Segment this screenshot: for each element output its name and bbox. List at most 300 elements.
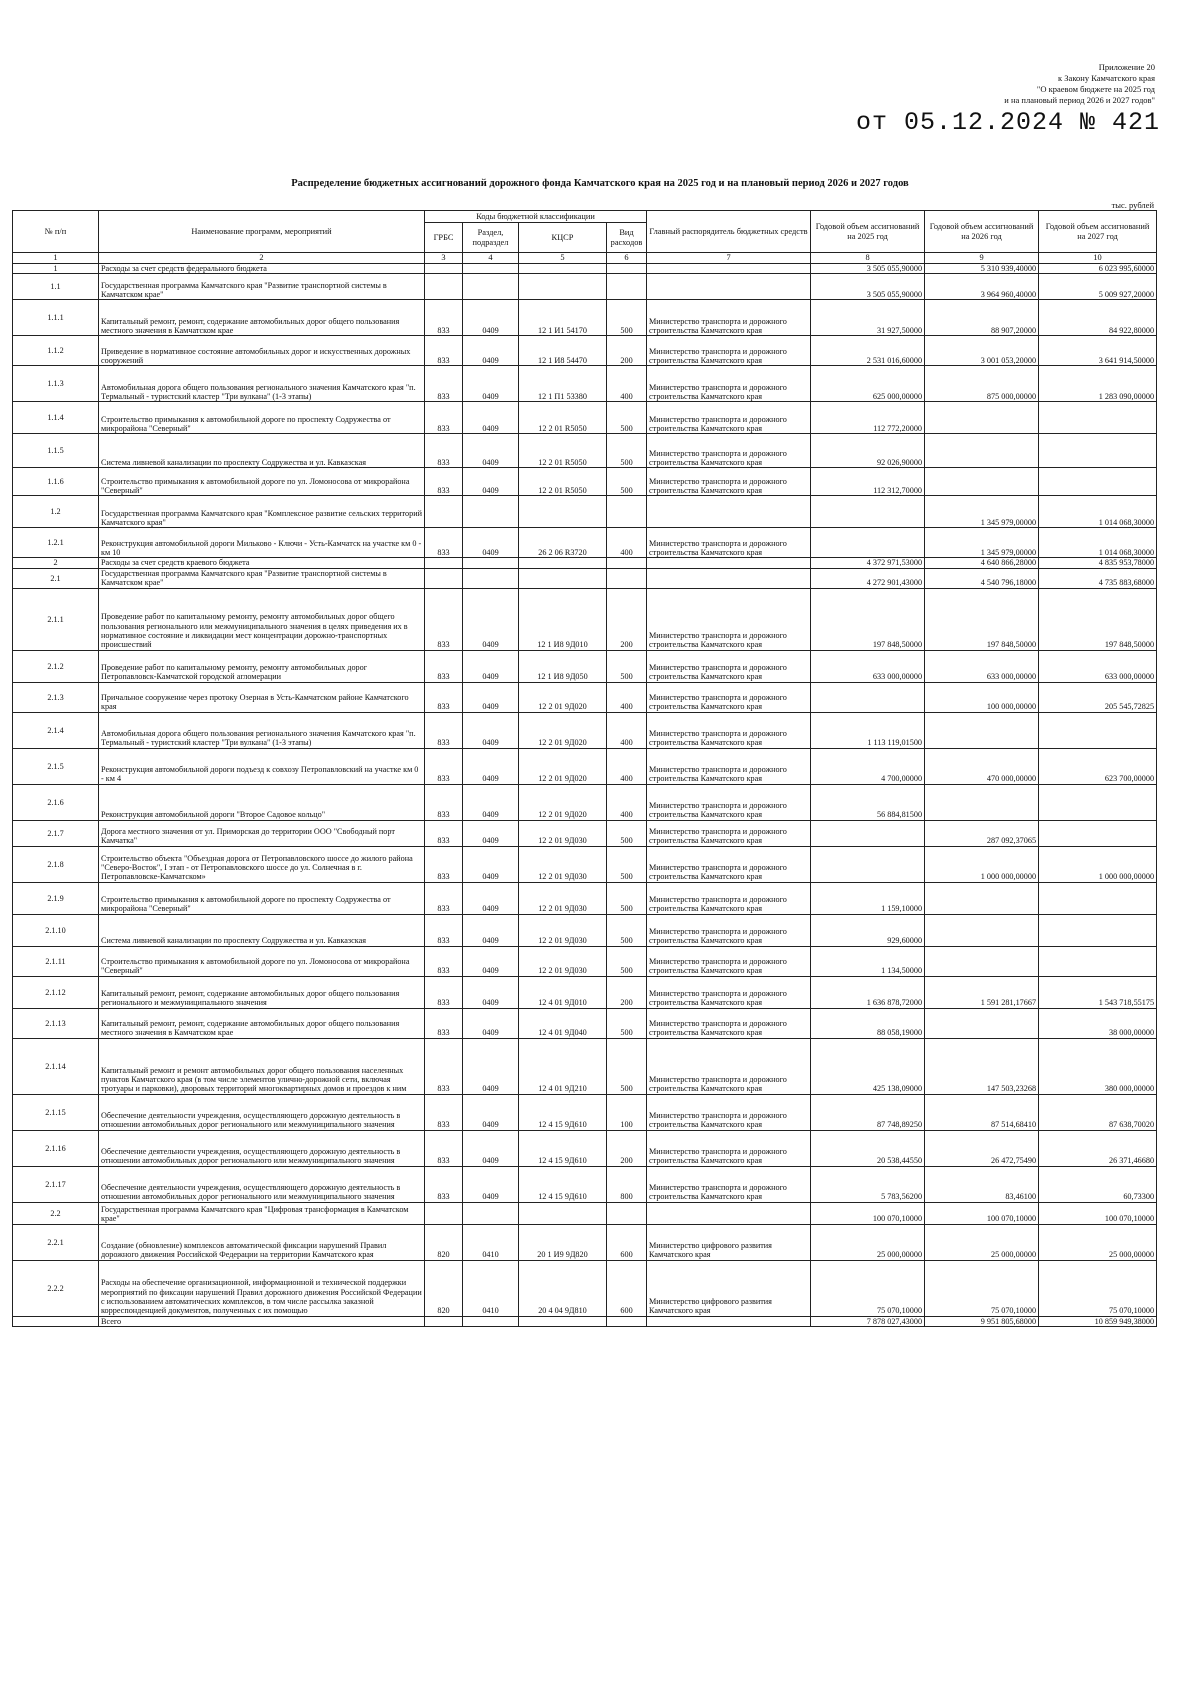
row-amount-2025: 1 636 878,72000 <box>811 976 925 1008</box>
row-amount-2025: 92 026,90000 <box>811 434 925 468</box>
row-kcsr <box>519 568 607 588</box>
row-amount-2025: 4 272 901,43000 <box>811 568 925 588</box>
row-grbs <box>425 558 463 568</box>
row-manager: Министерство транспорта и дорожного строительства Камчатского края <box>647 882 811 914</box>
row-amount-2026 <box>925 946 1039 976</box>
total-num-cell <box>13 1316 99 1326</box>
row-manager: Министерство транспорта и дорожного строительства Камчатского края <box>647 1094 811 1130</box>
row-vid: 400 <box>607 784 647 820</box>
row-vid: 600 <box>607 1260 647 1316</box>
row-number: 2.1.10 <box>13 914 99 946</box>
col-number: 9 <box>925 253 1039 264</box>
row-number: 1.1.5 <box>13 434 99 468</box>
row-grbs: 833 <box>425 528 463 558</box>
row-amount-2026: 1 345 979,00000 <box>925 528 1039 558</box>
row-manager: Министерство транспорта и дорожного строительства Камчатского края <box>647 1166 811 1202</box>
row-amount-2027: 26 371,46680 <box>1039 1130 1157 1166</box>
col-vid-header: Вид расходов <box>607 223 647 253</box>
row-name: Капитальный ремонт, ремонт, содержание автомобильных дорог общего пользования местного значения в Камчатском крае <box>99 1008 425 1038</box>
col-number: 4 <box>463 253 519 264</box>
row-manager: Министерство цифрового развития Камчатского края <box>647 1260 811 1316</box>
row-vid: 500 <box>607 914 647 946</box>
row-amount-2026: 100 070,10000 <box>925 1202 1039 1224</box>
row-amount-2027: 4 735 883,68000 <box>1039 568 1157 588</box>
row-amount-2025: 5 783,56200 <box>811 1166 925 1202</box>
table-row <box>13 748 1157 784</box>
row-number: 2.1.17 <box>13 1166 99 1202</box>
row-number: 2.1.4 <box>13 712 99 748</box>
row-name: Реконструкция автомобильной дороги "Второе Садовое кольцо" <box>99 784 425 820</box>
row-amount-2025: 1 159,10000 <box>811 882 925 914</box>
row-amount-2025: 100 070,10000 <box>811 1202 925 1224</box>
row-section: 0409 <box>463 846 519 882</box>
row-section: 0409 <box>463 1130 519 1166</box>
row-number: 2.1.6 <box>13 784 99 820</box>
row-number: 2.1.1 <box>13 588 99 650</box>
row-amount-2026: 88 907,20000 <box>925 300 1039 336</box>
col-number: 2 <box>99 253 425 264</box>
row-manager: Министерство транспорта и дорожного строительства Камчатского края <box>647 846 811 882</box>
row-grbs: 833 <box>425 1008 463 1038</box>
row-amount-2027: 60,73300 <box>1039 1166 1157 1202</box>
row-name: Государственная программа Камчатского края "Развитие транспортной системы в Камчатском крае" <box>99 568 425 588</box>
row-amount-2027: 100 070,10000 <box>1039 1202 1157 1224</box>
row-amount-2026: 1 000 000,00000 <box>925 846 1039 882</box>
units-label: тыс. рублей <box>1111 200 1154 210</box>
row-vid <box>607 1202 647 1224</box>
row-name: Реконструкция автомобильной дороги Мильково - Ключи - Усть-Камчатск на участке км 0 - км 10 <box>99 528 425 558</box>
row-grbs: 833 <box>425 976 463 1008</box>
row-amount-2027: 4 835 953,78000 <box>1039 558 1157 568</box>
row-vid: 500 <box>607 1038 647 1094</box>
col-section-header: Раздел, подраздел <box>463 223 519 253</box>
table-row <box>13 820 1157 846</box>
row-section <box>463 558 519 568</box>
table-row <box>13 784 1157 820</box>
col-number: 6 <box>607 253 647 264</box>
row-amount-2025: 4 372 971,53000 <box>811 558 925 568</box>
row-number: 1.2.1 <box>13 528 99 558</box>
table-row <box>13 712 1157 748</box>
row-section: 0409 <box>463 650 519 682</box>
row-amount-2027: 197 848,50000 <box>1039 588 1157 650</box>
row-number: 2.1 <box>13 568 99 588</box>
row-grbs <box>425 568 463 588</box>
table-row <box>13 558 1157 568</box>
row-section: 0410 <box>463 1260 519 1316</box>
row-grbs: 833 <box>425 402 463 434</box>
row-amount-2025 <box>811 682 925 712</box>
row-grbs: 833 <box>425 846 463 882</box>
col-number: 3 <box>425 253 463 264</box>
row-amount-2025: 4 700,00000 <box>811 748 925 784</box>
row-grbs: 833 <box>425 682 463 712</box>
row-amount-2027: 87 638,70020 <box>1039 1094 1157 1130</box>
row-number: 2.1.15 <box>13 1094 99 1130</box>
row-name: Проведение работ по капитальному ремонту, ремонту автомобильных дорог Петропавловск-Камчатской городской агломерации <box>99 650 425 682</box>
col-number: 7 <box>647 253 811 264</box>
row-kcsr: 12 2 01 9Д030 <box>519 820 607 846</box>
row-amount-2026 <box>925 784 1039 820</box>
col-number: 5 <box>519 253 607 264</box>
row-amount-2027: 1 014 068,30000 <box>1039 528 1157 558</box>
appendix-line: Приложение 20 <box>1098 62 1155 72</box>
row-kcsr: 12 2 01 9Д020 <box>519 748 607 784</box>
row-amount-2025: 56 884,81500 <box>811 784 925 820</box>
row-vid: 500 <box>607 946 647 976</box>
row-kcsr: 20 4 04 9Д810 <box>519 1260 607 1316</box>
row-section: 0409 <box>463 748 519 784</box>
row-number: 2.1.9 <box>13 882 99 914</box>
row-grbs: 833 <box>425 336 463 366</box>
date-number-stamp: от 05.12.2024 № 421 <box>855 108 1160 137</box>
row-vid: 200 <box>607 1130 647 1166</box>
row-manager: Министерство транспорта и дорожного строительства Камчатского края <box>647 300 811 336</box>
row-amount-2027 <box>1039 946 1157 976</box>
row-name: Создание (обновление) комплексов автоматической фиксации нарушений Правил дорожного движения Российской Федерации на территории Камчатского края <box>99 1224 425 1260</box>
row-name: Автомобильная дорога общего пользования регионального значения Камчатского края "п. Термальный - туристский кластер "Три вулкана" (1-3 этапы) <box>99 366 425 402</box>
row-manager: Министерство транспорта и дорожного строительства Камчатского края <box>647 1038 811 1094</box>
row-amount-2025: 88 058,19000 <box>811 1008 925 1038</box>
row-number: 1.1 <box>13 274 99 300</box>
row-amount-2025: 20 538,44550 <box>811 1130 925 1166</box>
row-amount-2026: 83,46100 <box>925 1166 1039 1202</box>
row-name: Автомобильная дорога общего пользования регионального значения Камчатского края "п. Термальный - туристский кластер "Три вулкана" (1-3 этапы) <box>99 712 425 748</box>
table-row <box>13 1202 1157 1224</box>
row-amount-2027: 1 000 000,00000 <box>1039 846 1157 882</box>
row-grbs: 833 <box>425 588 463 650</box>
col-number: 1 <box>13 253 99 264</box>
row-manager: Министерство транспорта и дорожного строительства Камчатского края <box>647 402 811 434</box>
row-amount-2026: 875 000,00000 <box>925 366 1039 402</box>
row-amount-2025: 112 772,20000 <box>811 402 925 434</box>
row-name: Государственная программа Камчатского края "Цифровая трансформация в Камчатском крае" <box>99 1202 425 1224</box>
row-amount-2027 <box>1039 402 1157 434</box>
row-name: Расходы за счет средств федерального бюджета <box>99 264 425 274</box>
row-grbs <box>425 274 463 300</box>
row-name: Система ливневой канализации по проспекту Содружества и ул. Кавказская <box>99 914 425 946</box>
row-kcsr: 12 2 01 R5050 <box>519 468 607 496</box>
row-grbs: 833 <box>425 1166 463 1202</box>
row-section: 0409 <box>463 1094 519 1130</box>
row-grbs <box>425 264 463 274</box>
row-vid <box>607 264 647 274</box>
row-manager: Министерство транспорта и дорожного строительства Камчатского края <box>647 336 811 366</box>
table-row <box>13 976 1157 1008</box>
row-vid: 400 <box>607 366 647 402</box>
row-number: 2.2.1 <box>13 1224 99 1260</box>
row-vid: 500 <box>607 882 647 914</box>
table-row <box>13 650 1157 682</box>
col-number: 10 <box>1039 253 1157 264</box>
row-manager <box>647 568 811 588</box>
table-row <box>13 882 1157 914</box>
row-number: 1.1.2 <box>13 336 99 366</box>
col-num-header: № п/п <box>13 211 99 253</box>
row-amount-2026 <box>925 1008 1039 1038</box>
row-number: 2.1.2 <box>13 650 99 682</box>
row-amount-2026: 75 070,10000 <box>925 1260 1039 1316</box>
row-manager: Министерство транспорта и дорожного строительства Камчатского края <box>647 784 811 820</box>
row-manager: Министерство транспорта и дорожного строительства Камчатского края <box>647 650 811 682</box>
row-number: 1.1.4 <box>13 402 99 434</box>
row-amount-2027 <box>1039 820 1157 846</box>
row-amount-2025: 929,60000 <box>811 914 925 946</box>
row-grbs: 833 <box>425 748 463 784</box>
table-row <box>13 588 1157 650</box>
row-name: Строительство примыкания к автомобильной дороге по проспекту Содружества от микрорайона "Северный" <box>99 402 425 434</box>
row-kcsr: 12 2 01 9Д030 <box>519 882 607 914</box>
row-kcsr: 12 2 01 R5050 <box>519 434 607 468</box>
row-name: Строительство примыкания к автомобильной дороге по ул. Ломоносова от микрорайона "Северный" <box>99 468 425 496</box>
row-grbs: 833 <box>425 914 463 946</box>
row-amount-2025: 3 505 055,90000 <box>811 264 925 274</box>
row-amount-2027: 633 000,00000 <box>1039 650 1157 682</box>
table-row <box>13 914 1157 946</box>
row-number: 2.1.3 <box>13 682 99 712</box>
row-section: 0409 <box>463 1166 519 1202</box>
row-section <box>463 568 519 588</box>
table-row <box>13 1094 1157 1130</box>
row-grbs: 833 <box>425 1038 463 1094</box>
row-amount-2026: 287 092,37065 <box>925 820 1039 846</box>
row-section <box>463 496 519 528</box>
table-row <box>13 496 1157 528</box>
col-number: 8 <box>811 253 925 264</box>
row-manager: Министерство транспорта и дорожного строительства Камчатского края <box>647 1130 811 1166</box>
row-kcsr: 12 4 01 9Д010 <box>519 976 607 1008</box>
row-vid: 200 <box>607 588 647 650</box>
row-kcsr: 12 1 П1 53380 <box>519 366 607 402</box>
row-amount-2025 <box>811 846 925 882</box>
row-amount-2025: 1 134,50000 <box>811 946 925 976</box>
row-manager <box>647 264 811 274</box>
total-2026: 9 951 805,68000 <box>925 1316 1039 1326</box>
row-amount-2026: 4 640 866,28000 <box>925 558 1039 568</box>
row-section: 0409 <box>463 336 519 366</box>
row-section: 0409 <box>463 914 519 946</box>
table-row <box>13 1130 1157 1166</box>
col-kcsr-header: КЦСР <box>519 223 607 253</box>
row-kcsr: 12 2 01 9Д020 <box>519 712 607 748</box>
row-amount-2027: 38 000,00000 <box>1039 1008 1157 1038</box>
row-amount-2027 <box>1039 468 1157 496</box>
row-section: 0409 <box>463 434 519 468</box>
row-section: 0409 <box>463 300 519 336</box>
row-manager: Министерство транспорта и дорожного строительства Камчатского края <box>647 820 811 846</box>
row-name: Государственная программа Камчатского края "Развитие транспортной системы в Камчатском крае" <box>99 274 425 300</box>
row-number: 2.1.7 <box>13 820 99 846</box>
row-grbs: 833 <box>425 366 463 402</box>
row-manager: Министерство транспорта и дорожного строительства Камчатского края <box>647 946 811 976</box>
row-amount-2027: 25 000,00000 <box>1039 1224 1157 1260</box>
table-row <box>13 1038 1157 1094</box>
row-kcsr: 12 2 01 9Д030 <box>519 946 607 976</box>
row-manager: Министерство цифрового развития Камчатского края <box>647 1224 811 1260</box>
row-manager <box>647 1202 811 1224</box>
row-vid: 100 <box>607 1094 647 1130</box>
row-section <box>463 1202 519 1224</box>
row-number: 1.1.6 <box>13 468 99 496</box>
appendix-line: "О краевом бюджете на 2025 год <box>1036 84 1155 94</box>
row-number: 1 <box>13 264 99 274</box>
row-name: Реконструкция автомобильной дороги подъезд к совхозу Петропавловский на участке км 0 - км 4 <box>99 748 425 784</box>
row-section: 0409 <box>463 976 519 1008</box>
row-manager: Министерство транспорта и дорожного строительства Камчатского края <box>647 712 811 748</box>
row-grbs: 833 <box>425 1094 463 1130</box>
row-vid: 500 <box>607 402 647 434</box>
row-amount-2026 <box>925 468 1039 496</box>
row-amount-2025: 625 000,00000 <box>811 366 925 402</box>
table-row <box>13 528 1157 558</box>
table-row <box>13 434 1157 468</box>
row-amount-2026: 26 472,75490 <box>925 1130 1039 1166</box>
row-vid: 600 <box>607 1224 647 1260</box>
row-section: 0409 <box>463 820 519 846</box>
row-grbs: 833 <box>425 712 463 748</box>
row-amount-2027 <box>1039 784 1157 820</box>
row-amount-2025: 3 505 055,90000 <box>811 274 925 300</box>
row-number: 2.2 <box>13 1202 99 1224</box>
row-section: 0410 <box>463 1224 519 1260</box>
document-title: Распределение бюджетных ассигнований дорожного фонда Камчатского края на 2025 год и на плановый период 2026 и 2027 годов <box>291 178 909 189</box>
appendix-line: к Закону Камчатского края <box>1058 73 1155 83</box>
row-vid <box>607 274 647 300</box>
row-manager: Министерство транспорта и дорожного строительства Камчатского края <box>647 1008 811 1038</box>
col-manager-header: Главный распорядитель бюджетных средств <box>647 211 811 253</box>
row-section: 0409 <box>463 468 519 496</box>
row-amount-2025: 425 138,09000 <box>811 1038 925 1094</box>
table-row <box>13 682 1157 712</box>
row-grbs: 833 <box>425 434 463 468</box>
row-number: 1.2 <box>13 496 99 528</box>
row-section: 0409 <box>463 402 519 434</box>
row-vid: 500 <box>607 846 647 882</box>
row-kcsr <box>519 1202 607 1224</box>
row-number: 2.1.13 <box>13 1008 99 1038</box>
row-name: Государственная программа Камчатского края "Комплексное развитие сельских территорий Камчатского края" <box>99 496 425 528</box>
row-section <box>463 264 519 274</box>
row-amount-2026: 3 001 053,20000 <box>925 336 1039 366</box>
row-amount-2027 <box>1039 914 1157 946</box>
row-kcsr: 12 1 И8 9Д050 <box>519 650 607 682</box>
row-grbs: 833 <box>425 946 463 976</box>
row-grbs: 820 <box>425 1260 463 1316</box>
row-kcsr: 12 4 15 9Д610 <box>519 1166 607 1202</box>
row-amount-2027: 6 023 995,60000 <box>1039 264 1157 274</box>
row-grbs: 833 <box>425 650 463 682</box>
row-kcsr: 12 1 И8 54470 <box>519 336 607 366</box>
row-kcsr: 12 4 01 9Д040 <box>519 1008 607 1038</box>
row-manager: Министерство транспорта и дорожного строительства Камчатского края <box>647 976 811 1008</box>
row-manager: Министерство транспорта и дорожного строительства Камчатского края <box>647 682 811 712</box>
row-name: Капитальный ремонт и ремонт автомобильных дорог общего пользования населенных пунктов Камчатского края (в том числе элементов улично-дорожной сети, включая тротуары и парковки), дворовых территорий многоквартирных домов и проездов к ним <box>99 1038 425 1094</box>
row-amount-2027 <box>1039 882 1157 914</box>
row-amount-2025: 197 848,50000 <box>811 588 925 650</box>
row-section: 0409 <box>463 712 519 748</box>
row-vid: 200 <box>607 976 647 1008</box>
total-label: Всего <box>99 1316 425 1326</box>
row-section: 0409 <box>463 1038 519 1094</box>
row-name: Расходы на обеспечение организационной, информационной и технической поддержки мероприятий по фиксации нарушений Правил дорожного движения Российской Федерации с использованием автоматических комплексов, в том числе рассылка заказной корреспонденцией документов, полученных с их помощью <box>99 1260 425 1316</box>
row-amount-2025: 87 748,89250 <box>811 1094 925 1130</box>
table-row <box>13 274 1157 300</box>
row-amount-2027: 1 543 718,55175 <box>1039 976 1157 1008</box>
row-number: 2.2.2 <box>13 1260 99 1316</box>
total-2025: 7 878 027,43000 <box>811 1316 925 1326</box>
row-manager: Министерство транспорта и дорожного строительства Камчатского края <box>647 468 811 496</box>
table-row <box>13 1008 1157 1038</box>
row-amount-2027: 75 070,10000 <box>1039 1260 1157 1316</box>
row-amount-2027 <box>1039 712 1157 748</box>
row-name: Приведение в нормативное состояние автомобильных дорог и искусственных дорожных сооружений <box>99 336 425 366</box>
table-row <box>13 846 1157 882</box>
row-kcsr: 12 4 15 9Д610 <box>519 1130 607 1166</box>
row-vid: 400 <box>607 748 647 784</box>
row-amount-2026: 470 000,00000 <box>925 748 1039 784</box>
row-section <box>463 274 519 300</box>
row-number: 1.1.3 <box>13 366 99 402</box>
row-amount-2026 <box>925 882 1039 914</box>
row-number: 2.1.8 <box>13 846 99 882</box>
row-section: 0409 <box>463 366 519 402</box>
row-manager: Министерство транспорта и дорожного строительства Камчатского края <box>647 914 811 946</box>
row-section: 0409 <box>463 946 519 976</box>
row-vid <box>607 496 647 528</box>
row-number: 1.1.1 <box>13 300 99 336</box>
appendix-line: и на плановый период 2026 и 2027 годов" <box>1004 95 1155 105</box>
row-amount-2027: 3 641 914,50000 <box>1039 336 1157 366</box>
table-row <box>13 402 1157 434</box>
row-kcsr <box>519 274 607 300</box>
row-name: Строительство объекта "Объездная дорога от Петропавловского шоссе до жилого района "Северо-Восток", I этап - от Петропавловского шоссе до ул. Солнечная в г. Петропавловске-Камчатском» <box>99 846 425 882</box>
row-name: Расходы за счет средств краевого бюджета <box>99 558 425 568</box>
row-manager: Министерство транспорта и дорожного строительства Камчатского края <box>647 588 811 650</box>
row-kcsr: 12 2 01 9Д020 <box>519 784 607 820</box>
row-manager: Министерство транспорта и дорожного строительства Камчатского края <box>647 366 811 402</box>
row-amount-2027: 5 009 927,20000 <box>1039 274 1157 300</box>
row-section: 0409 <box>463 682 519 712</box>
row-name: Обеспечение деятельности учреждения, осуществляющего дорожную деятельность в отношении автомобильных дорог регионального или межмуниципального значения <box>99 1094 425 1130</box>
row-manager <box>647 274 811 300</box>
appendix-note <box>795 62 1155 106</box>
row-amount-2026: 147 503,23268 <box>925 1038 1039 1094</box>
row-amount-2025: 2 531 016,60000 <box>811 336 925 366</box>
row-kcsr: 12 2 01 9Д030 <box>519 914 607 946</box>
row-kcsr <box>519 264 607 274</box>
row-amount-2027: 623 700,00000 <box>1039 748 1157 784</box>
row-vid: 400 <box>607 682 647 712</box>
row-amount-2026: 1 345 979,00000 <box>925 496 1039 528</box>
row-vid: 500 <box>607 650 647 682</box>
row-amount-2027 <box>1039 434 1157 468</box>
row-amount-2027: 1 283 090,00000 <box>1039 366 1157 402</box>
row-manager: Министерство транспорта и дорожного строительства Камчатского края <box>647 434 811 468</box>
row-name: Строительство примыкания к автомобильной дороге по проспекту Содружества от микрорайона "Северный" <box>99 882 425 914</box>
row-manager: Министерство транспорта и дорожного строительства Камчатского края <box>647 748 811 784</box>
row-name: Причальное сооружение через протоку Озерная в Усть-Камчатском районе Камчатского края <box>99 682 425 712</box>
row-amount-2027: 84 922,80000 <box>1039 300 1157 336</box>
row-name: Капитальный ремонт, ремонт, содержание автомобильных дорог общего пользования местного значения в Камчатском крае <box>99 300 425 336</box>
row-name: Дорога местного значения от ул. Приморская до территории ООО "Свободный порт Камчатка" <box>99 820 425 846</box>
row-vid: 400 <box>607 528 647 558</box>
table-row <box>13 568 1157 588</box>
row-amount-2026 <box>925 712 1039 748</box>
row-name: Обеспечение деятельности учреждения, осуществляющего дорожную деятельность в отношении автомобильных дорог регионального или межмуниципального значения <box>99 1130 425 1166</box>
row-manager <box>647 558 811 568</box>
row-vid: 500 <box>607 1008 647 1038</box>
row-section: 0409 <box>463 588 519 650</box>
